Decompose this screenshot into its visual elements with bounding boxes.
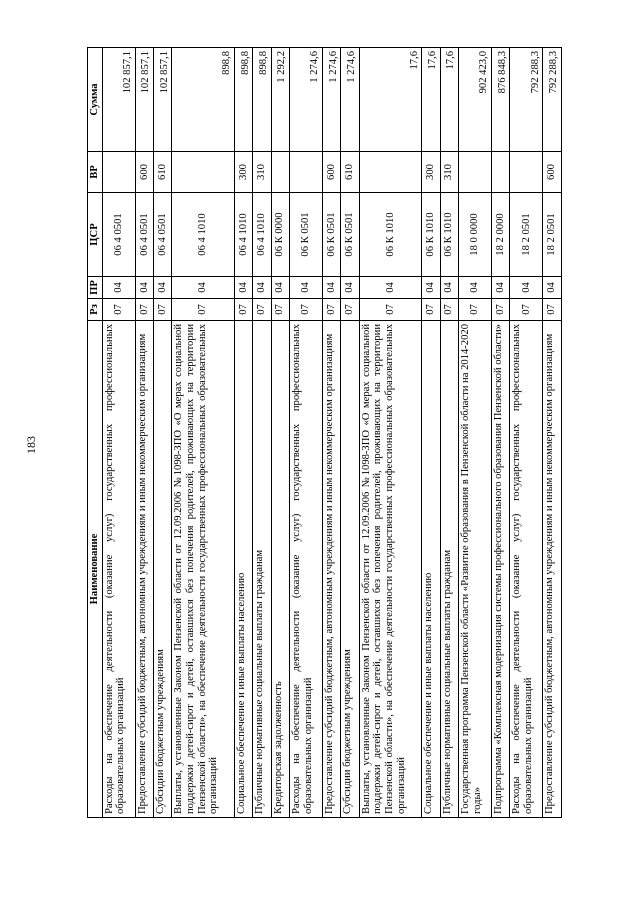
table-row (510, 48, 543, 818)
table-row (102, 48, 135, 818)
table-row (323, 48, 341, 818)
cell-rz: 07 (510, 299, 543, 321)
cell-name: Социальное обеспечение и иные выплаты населению (422, 321, 440, 818)
cell-vr: 300 (422, 152, 440, 193)
cell-rz: 07 (491, 299, 509, 321)
cell-csr: 06 4 1010 (234, 193, 252, 277)
cell-name: Субсидии бюджетным учреждениям (154, 321, 172, 818)
cell-pr: 04 (359, 277, 421, 299)
cell-pr: 04 (422, 277, 440, 299)
cell-rz: 07 (102, 299, 135, 321)
cell-name: Расходы на обеспечение деятельности (оказание услуг) государственных профессиональных образовательных организаций (510, 321, 543, 818)
cell-csr: 18 0 0000 (458, 193, 491, 277)
table-row (491, 48, 509, 818)
cell-name: Выплаты, установленные Законом Пензенской области от 12.09.2006 №1098-ЗПО «О мерах социальной поддержки детей-сирот и детей, оставшихся без попечения родителей, проживающих на территории Пензенской области», на обеспечение деятельности государственных профессиональных образовательных организаций (172, 321, 234, 818)
cell-csr: 06 К 1010 (422, 193, 440, 277)
cell-pr: 04 (341, 277, 359, 299)
cell-rz: 07 (154, 299, 172, 321)
cell-sum: 102 857,1 (102, 48, 135, 152)
table-row (543, 48, 562, 818)
cell-rz: 07 (289, 299, 322, 321)
cell-pr: 04 (323, 277, 341, 299)
table-row (289, 48, 322, 818)
cell-csr: 06 4 0501 (154, 193, 172, 277)
cell-sum: 898,8 (253, 48, 271, 152)
cell-pr: 04 (234, 277, 252, 299)
table-row (359, 48, 421, 818)
table-header-row (88, 48, 103, 818)
table-row (440, 48, 458, 818)
cell-sum: 17,6 (440, 48, 458, 152)
cell-name: Публичные нормативные социальные выплаты гражданам (440, 321, 458, 818)
cell-name: Расходы на обеспечение деятельности (оказание услуг) государственных профессиональных образовательных организаций (102, 321, 135, 818)
table-row (135, 48, 153, 818)
page-number: 183 (24, 436, 38, 454)
cell-csr: 18 2 0501 (543, 193, 562, 277)
cell-vr: 610 (154, 152, 172, 193)
cell-name: Предоставление субсидий бюджетным, автономным учреждениям и иным некоммерческим организациям (323, 321, 341, 818)
cell-vr: 600 (323, 152, 341, 193)
cell-csr: 06 4 0501 (102, 193, 135, 277)
cell-csr: 06 4 1010 (172, 193, 234, 277)
cell-vr (458, 152, 491, 193)
table-row (341, 48, 359, 818)
cell-csr: 06 К 1010 (359, 193, 421, 277)
cell-sum: 876 848,3 (491, 48, 509, 152)
cell-csr: 18 2 0000 (491, 193, 509, 277)
cell-name: Публичные нормативные социальные выплаты гражданам (253, 321, 271, 818)
header-vr: ВР (88, 152, 103, 193)
header-rz: Рз (88, 299, 103, 321)
cell-rz: 07 (271, 299, 289, 321)
cell-vr: 610 (341, 152, 359, 193)
cell-vr (289, 152, 322, 193)
cell-name: Государственная программа Пензенской области «Развитие образования в Пензенской области на 2014-2020 годы» (458, 321, 491, 818)
budget-table (87, 47, 562, 818)
cell-sum: 102 857,1 (154, 48, 172, 152)
cell-sum: 1 274,6 (289, 48, 322, 152)
cell-sum: 17,6 (359, 48, 421, 152)
table-row (154, 48, 172, 818)
cell-csr: 06 К 0501 (289, 193, 322, 277)
cell-csr: 06 К 1010 (440, 193, 458, 277)
cell-name: Кредиторская задолженность (271, 321, 289, 818)
cell-rz: 07 (458, 299, 491, 321)
cell-csr: 06 4 1010 (253, 193, 271, 277)
cell-name: Субсидии бюджетным учреждениям (341, 321, 359, 818)
cell-rz: 07 (172, 299, 234, 321)
cell-pr: 04 (102, 277, 135, 299)
cell-sum: 898,8 (172, 48, 234, 152)
cell-vr (491, 152, 509, 193)
cell-name: Предоставление субсидий бюджетным, автономным учреждениям и иным некоммерческим организациям (543, 321, 562, 818)
cell-pr: 04 (172, 277, 234, 299)
cell-name: Выплаты, установленные Законом Пензенской области от 12.09.2006 №1098-ЗПО «О мерах социальной поддержки детей-сирот и детей, оставшихся без попечения родителей, проживающих на территории Пензенской области», на обеспечение деятельности государственных профессиональных образовательных организаций (359, 321, 421, 818)
table-row (172, 48, 234, 818)
cell-csr: 06 К 0501 (341, 193, 359, 277)
cell-csr: 06 4 0501 (135, 193, 153, 277)
table-row (234, 48, 252, 818)
header-name: Наименование (88, 321, 103, 818)
cell-vr (510, 152, 543, 193)
header-csr: ЦСР (88, 193, 103, 277)
cell-pr: 04 (135, 277, 153, 299)
cell-pr: 04 (154, 277, 172, 299)
cell-vr: 600 (135, 152, 153, 193)
cell-rz: 07 (341, 299, 359, 321)
cell-pr: 04 (458, 277, 491, 299)
cell-rz: 07 (323, 299, 341, 321)
cell-csr: 06 К 0000 (271, 193, 289, 277)
cell-csr: 06 К 0501 (323, 193, 341, 277)
cell-pr: 04 (271, 277, 289, 299)
cell-vr (271, 152, 289, 193)
header-sum: Сумма (88, 48, 103, 152)
cell-rz: 07 (135, 299, 153, 321)
table-row (458, 48, 491, 818)
cell-rz: 07 (253, 299, 271, 321)
cell-sum: 902 423,0 (458, 48, 491, 152)
cell-name: Подпрограмма «Комплексная модернизация системы профессионального образования Пензенской области» (491, 321, 509, 818)
cell-vr: 300 (234, 152, 252, 193)
rotated-budget-table (87, 48, 562, 818)
cell-rz: 07 (359, 299, 421, 321)
cell-rz: 07 (422, 299, 440, 321)
table-row (271, 48, 289, 818)
cell-sum: 792 288,3 (510, 48, 543, 152)
cell-sum: 102 857,1 (135, 48, 153, 152)
cell-sum: 17,6 (422, 48, 440, 152)
cell-sum: 898,8 (234, 48, 252, 152)
cell-rz: 07 (543, 299, 562, 321)
cell-name: Расходы на обеспечение деятельности (оказание услуг) государственных профессиональных образовательных организаций (289, 321, 322, 818)
cell-vr (102, 152, 135, 193)
cell-sum: 1 292,2 (271, 48, 289, 152)
cell-vr: 310 (253, 152, 271, 193)
cell-pr: 04 (510, 277, 543, 299)
header-pr: ПР (88, 277, 103, 299)
cell-pr: 04 (491, 277, 509, 299)
cell-rz: 07 (234, 299, 252, 321)
cell-vr (172, 152, 234, 193)
cell-csr: 18 2 0501 (510, 193, 543, 277)
cell-name: Предоставление субсидий бюджетным, автономным учреждениям и иным некоммерческим организациям (135, 321, 153, 818)
cell-pr: 04 (253, 277, 271, 299)
table-row (253, 48, 271, 818)
cell-sum: 792 288,3 (543, 48, 562, 152)
cell-pr: 04 (440, 277, 458, 299)
cell-rz: 07 (440, 299, 458, 321)
cell-sum: 1 274,6 (341, 48, 359, 152)
cell-sum: 1 274,6 (323, 48, 341, 152)
cell-vr: 310 (440, 152, 458, 193)
cell-vr: 600 (543, 152, 562, 193)
cell-vr (359, 152, 421, 193)
table-row (422, 48, 440, 818)
cell-pr: 04 (543, 277, 562, 299)
cell-name: Социальное обеспечение и иные выплаты населению (234, 321, 252, 818)
cell-pr: 04 (289, 277, 322, 299)
